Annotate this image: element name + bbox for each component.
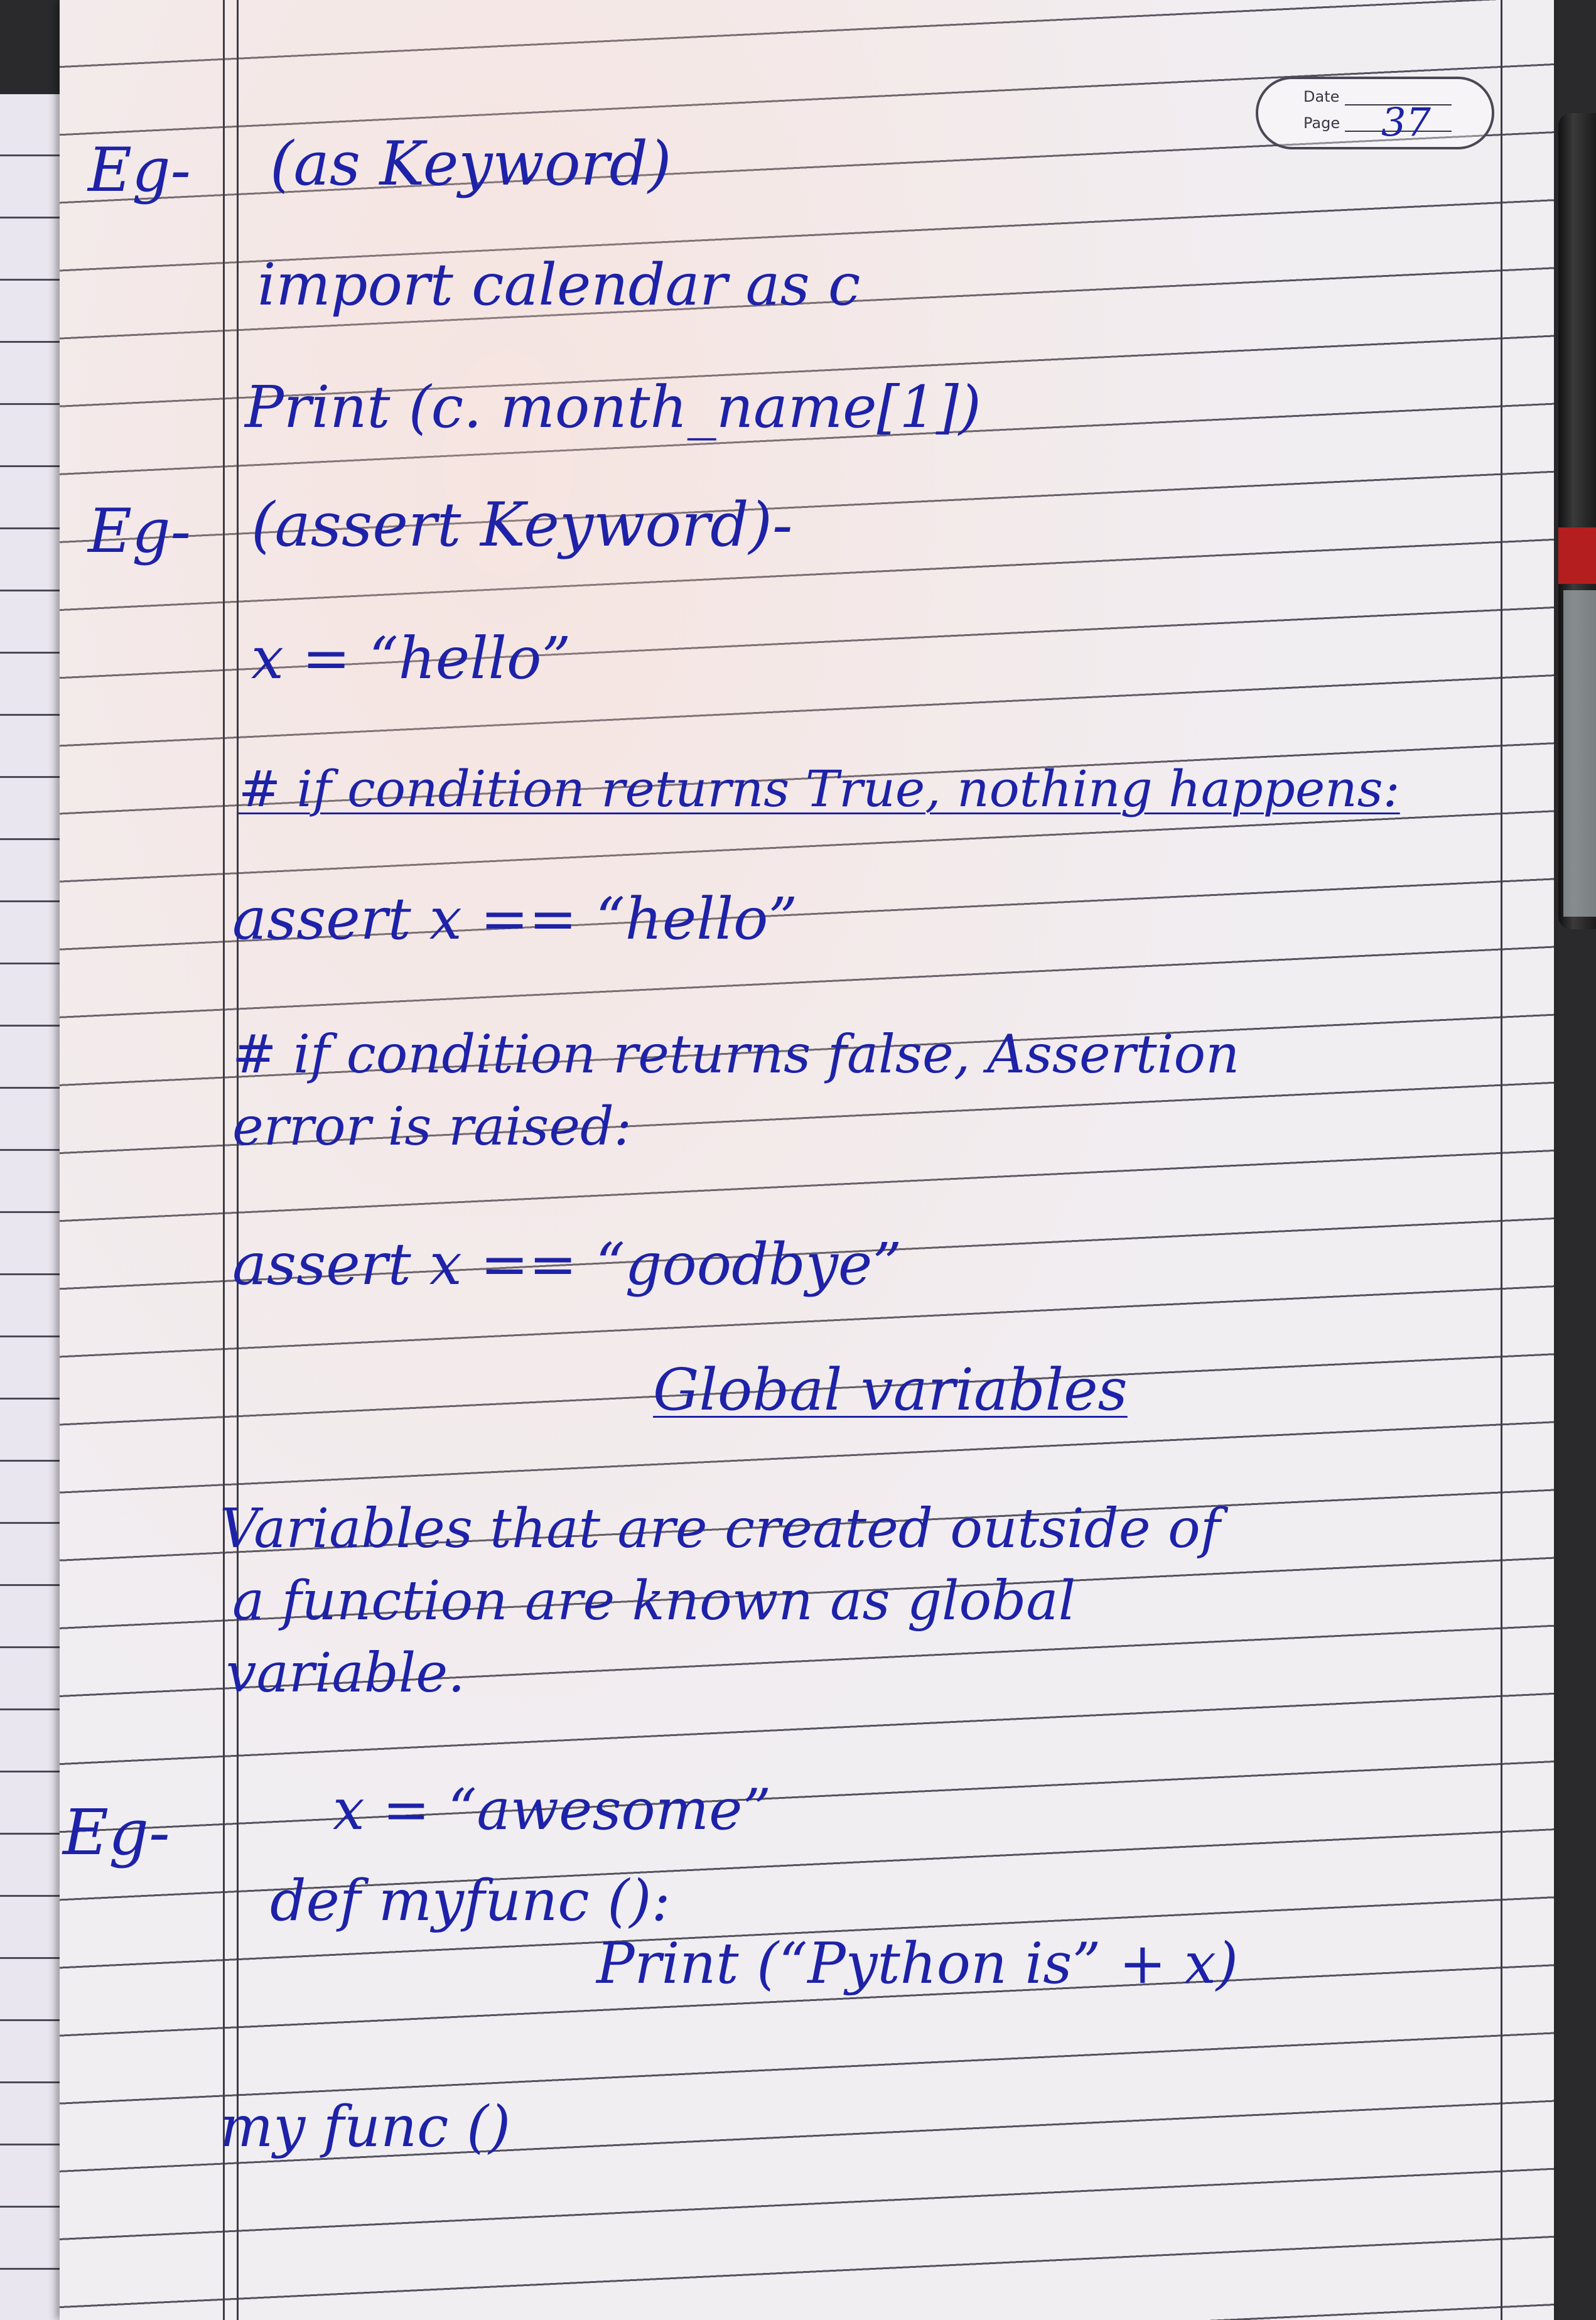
code-comment: # if condition returns false, Assertion	[232, 1023, 1240, 1085]
pen	[1558, 113, 1596, 929]
date-page-box	[1256, 77, 1494, 149]
code-line: Print (c. month_name[1])	[245, 374, 981, 441]
code-line: my func ()	[220, 2094, 511, 2160]
example-label: Eg-	[63, 1796, 170, 1869]
code-line: Print (“Python is” + x)	[596, 1931, 1238, 1997]
code-line: assert x == “goodbye”	[232, 1231, 902, 1298]
code-line: x = “hello”	[251, 625, 571, 692]
definition-text: a function are known as global	[232, 1570, 1076, 1632]
definition-text: Variables that are created outside of	[220, 1497, 1221, 1560]
example-title: (as Keyword)	[270, 129, 672, 199]
code-comment: # if condition returns True, nothing happens:	[239, 760, 1400, 818]
date-label: Date	[1303, 88, 1340, 105]
right-margin-line	[1501, 0, 1502, 2320]
definition-text: variable.	[226, 1642, 465, 1705]
margin-line	[237, 0, 239, 2320]
code-line: def myfunc ():	[270, 1868, 671, 1934]
code-line: import calendar as c	[257, 251, 861, 318]
pen-barrel	[1563, 590, 1596, 917]
margin-line	[223, 0, 225, 2320]
example-title: (assert Keyword)-	[251, 490, 793, 560]
code-line: assert x == “hello”	[232, 885, 798, 952]
code-line: x = “awesome”	[333, 1777, 772, 1843]
page-number: 37	[1381, 99, 1431, 145]
page-label: Page	[1303, 114, 1340, 132]
example-label: Eg-	[88, 496, 191, 566]
pen-band	[1558, 527, 1596, 584]
code-comment: error is raised:	[232, 1096, 632, 1157]
example-label: Eg-	[88, 135, 191, 205]
section-heading: Global variables	[653, 1356, 1128, 1423]
